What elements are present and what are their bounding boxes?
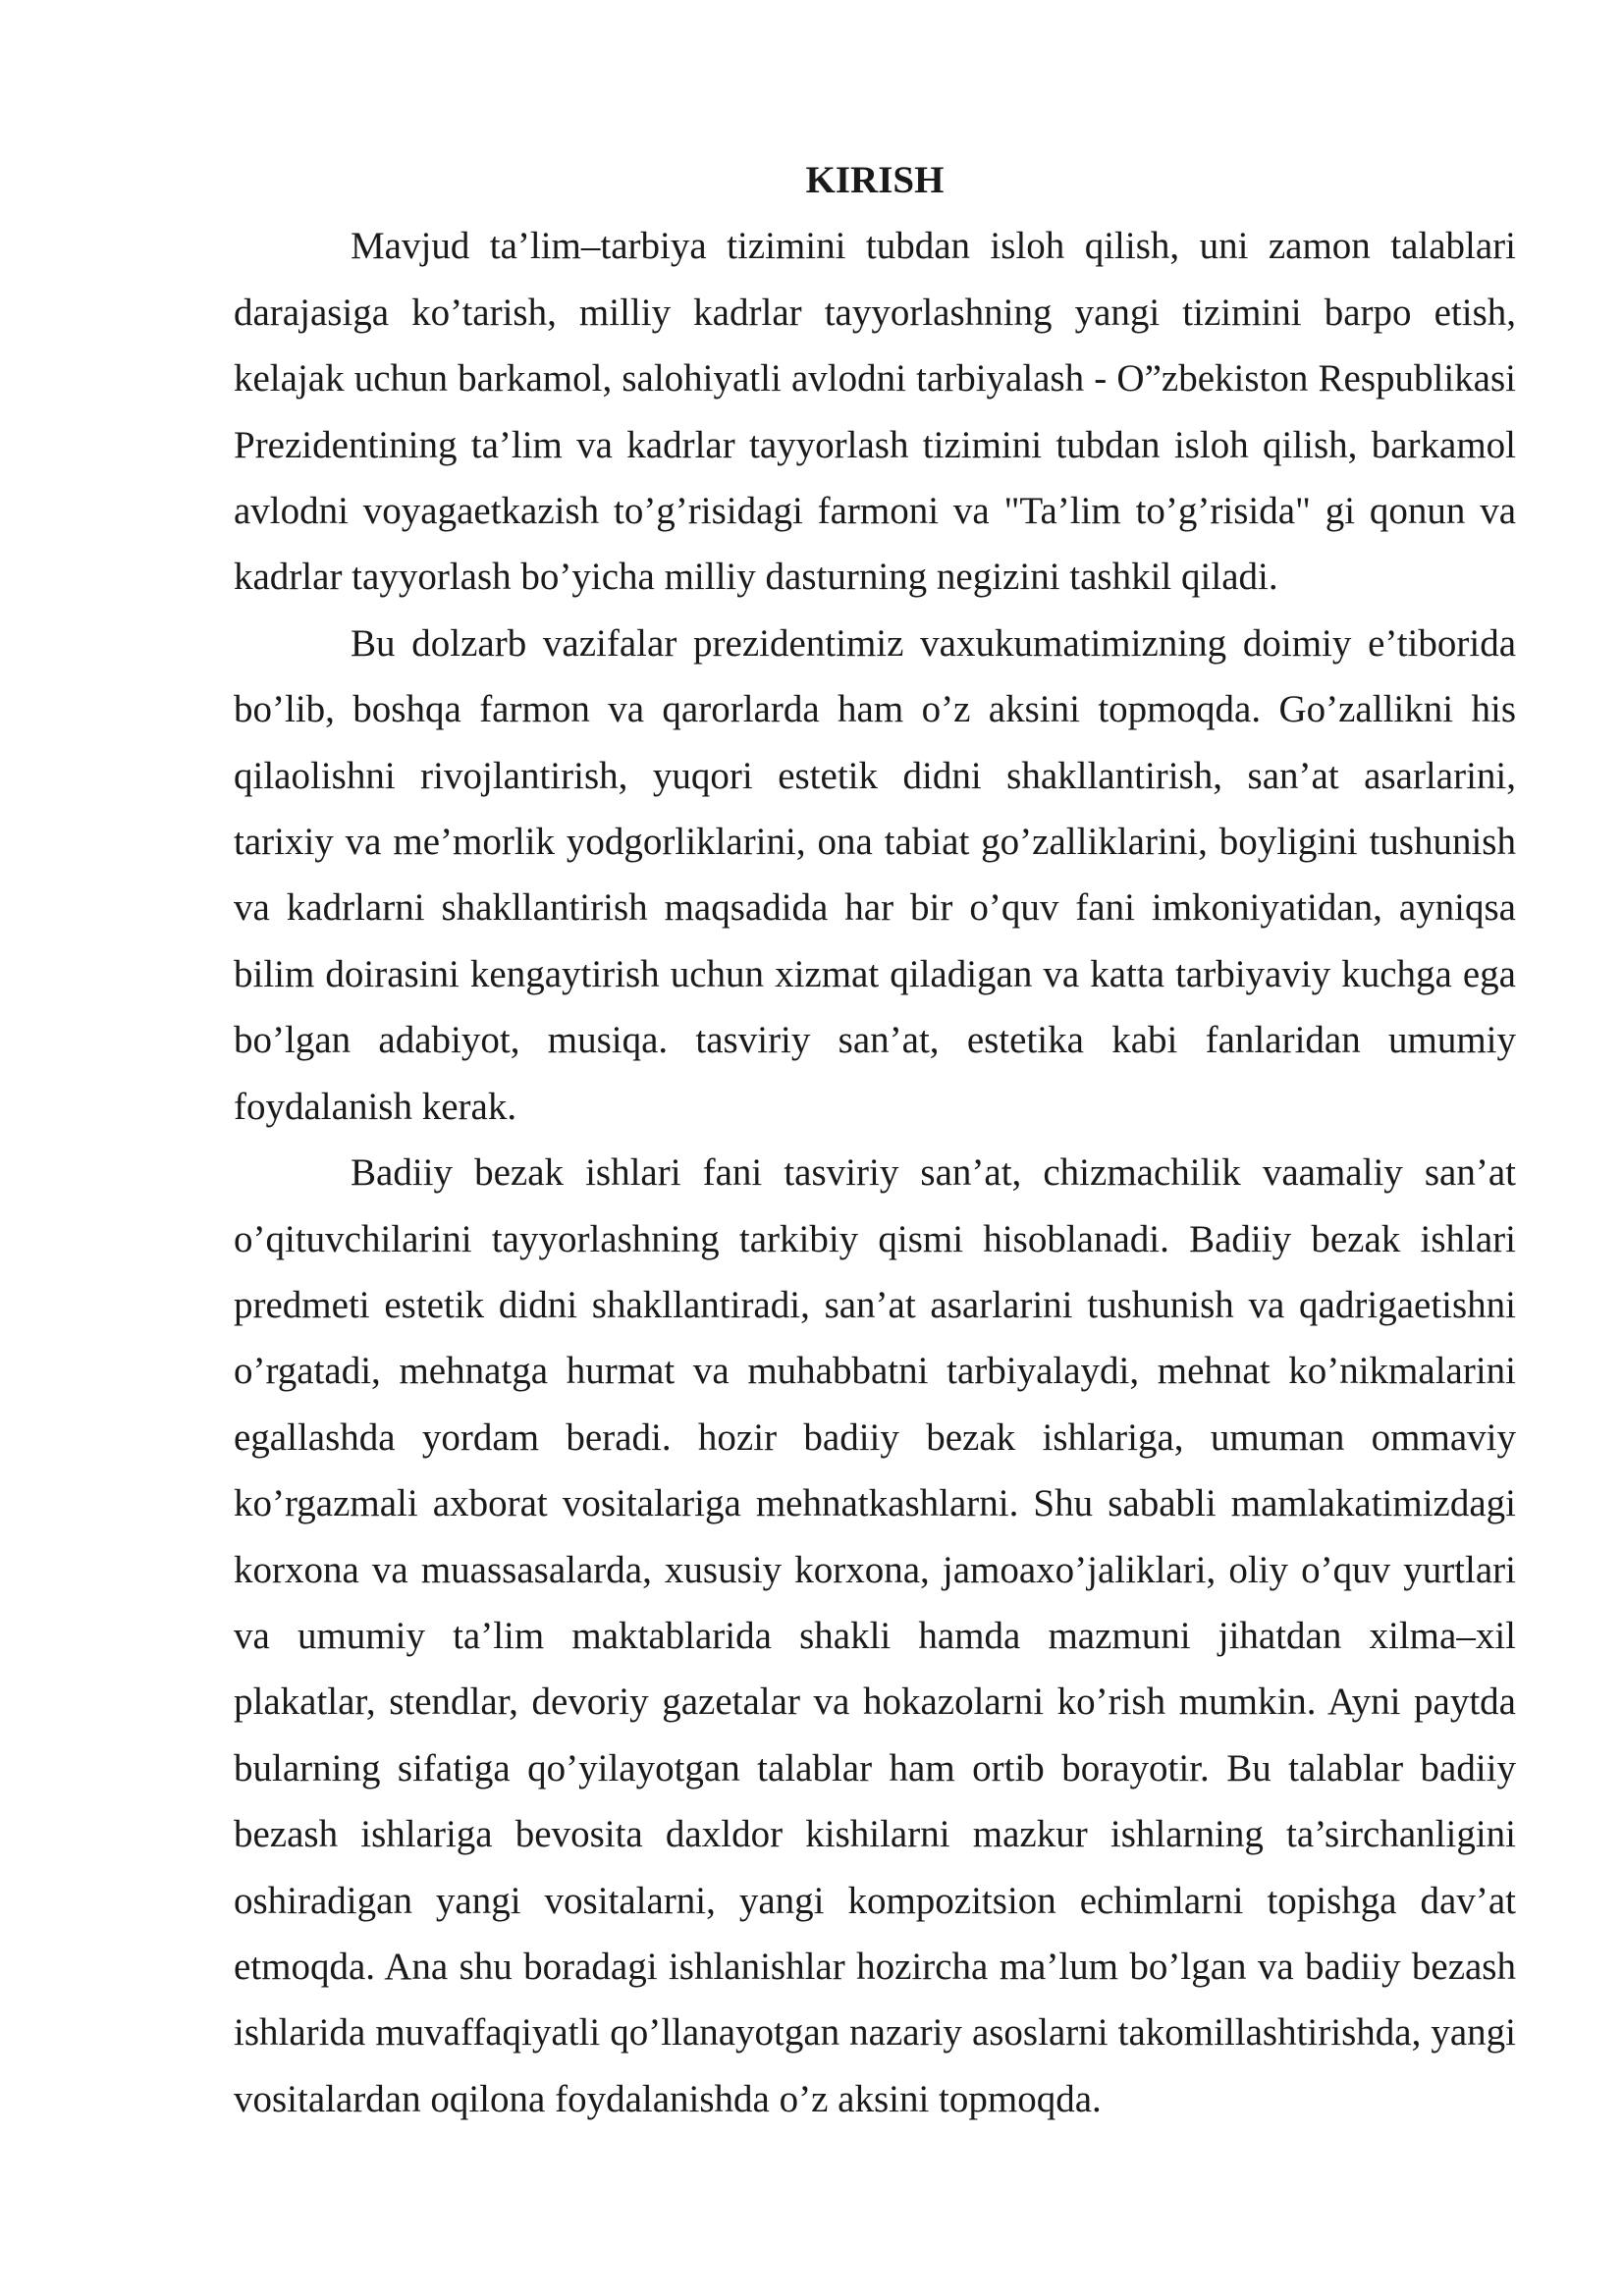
paragraph-3: Badiiy bezak ishlari fani tasviriy san’at, chizmachilik vaamaliy san’at o’qituvchilarini tayyorlashning tarkibiy qismi hisoblanadi. Badiiy bezak ishlari predmeti estetik didni shakllantiradi, san’at asarlarini tushunish va qadrigaetishni o’rgatadi, mehnatga hurmat va muhabbatni tarbiyalaydi, mehnat ko’nikmalarini egallashda yordam beradi. hozir badiiy bezak ishlariga, umuman ommaviy ko’rgazmali axborat vositalariga mehnatkashlarni. Shu sababli mamlakatimizdagi korxona va muassasalarda, xususiy korxona, jamoaxo’jaliklari, oliy o’quv yurtlari va umumiy ta’lim maktablarida shakli hamda mazmuni jihatdan xilma–xil plakatlar, stendlar, devoriy gazetalar va hokazolarni ko’rish mumkin. Ayni paytda bularning sifatiga qo’yilayotgan talablar ham ortib borayotir. Bu talablar badiiy bezash ishlariga bevosita daxldor kishilarni mazkur ishlarning ta’sirchanligini oshiradigan yangi vositalarni, yangi kompozitsion echimlarni topishga dav’at etmoqda. Ana shu boradagi ishlanishlar hozircha ma’lum bo’lgan va badiiy bezash ishlarida muvaffaqiyatli qo’llanayotgan nazariy asoslarni takomillashtirishda, yangi vositalardan oqilona foydalanishda o’z aksini topmoqda. (234, 1151, 1516, 2120)
paragraph-2: Bu dolzarb vazifalar prezidentimiz vaxukumatimizning doimiy e’tiborida bo’lib, boshqa farmon va qarorlarda ham o’z aksini topmoqda. Go’zallikni his qilaolishni rivojlantirish, yuqori estetik didni shakllantirish, san’at asarlarini, tarixiy va me’morlik yodgorliklarini, ona tabiat go’zalliklarini, boyligini tushunish va kadrlarni shakllantirish maqsadida har bir o’quv fani imkoniyatidan, ayniqsa bilim doirasini kengaytirish uchun xizmat qiladigan va katta tarbiyaviy kuchga ega bo’lgan adabiyot, musiqa. tasviriy san’at, estetika kabi fanlaridan umumiy foydalanish kerak. (234, 621, 1516, 1128)
section-heading: KIRISH (805, 159, 945, 201)
paragraph-1: Mavjud ta’lim–tarbiya tizimini tubdan isloh qilish, uni zamon talablari darajasiga ko’tarish, milliy kadrlar tayyorlashning yangi tizimini barpo etish, kelajak uchun barkamol, salohiyatli avlodni tarbiyalash - O”zbekiston Respublikasi Prezidentining ta’lim va kadrlar tayyorlash tizimini tubdan isloh qilish, barkamol avlodni voyagaetkazish to’g’risidagi farmoni va "Ta’lim to’g’risida" gi qonun va kadrlar tayyorlash bo’yicha milliy dasturning negizini tashkil qiladi. (234, 225, 1516, 599)
document-body (234, 147, 1516, 2132)
